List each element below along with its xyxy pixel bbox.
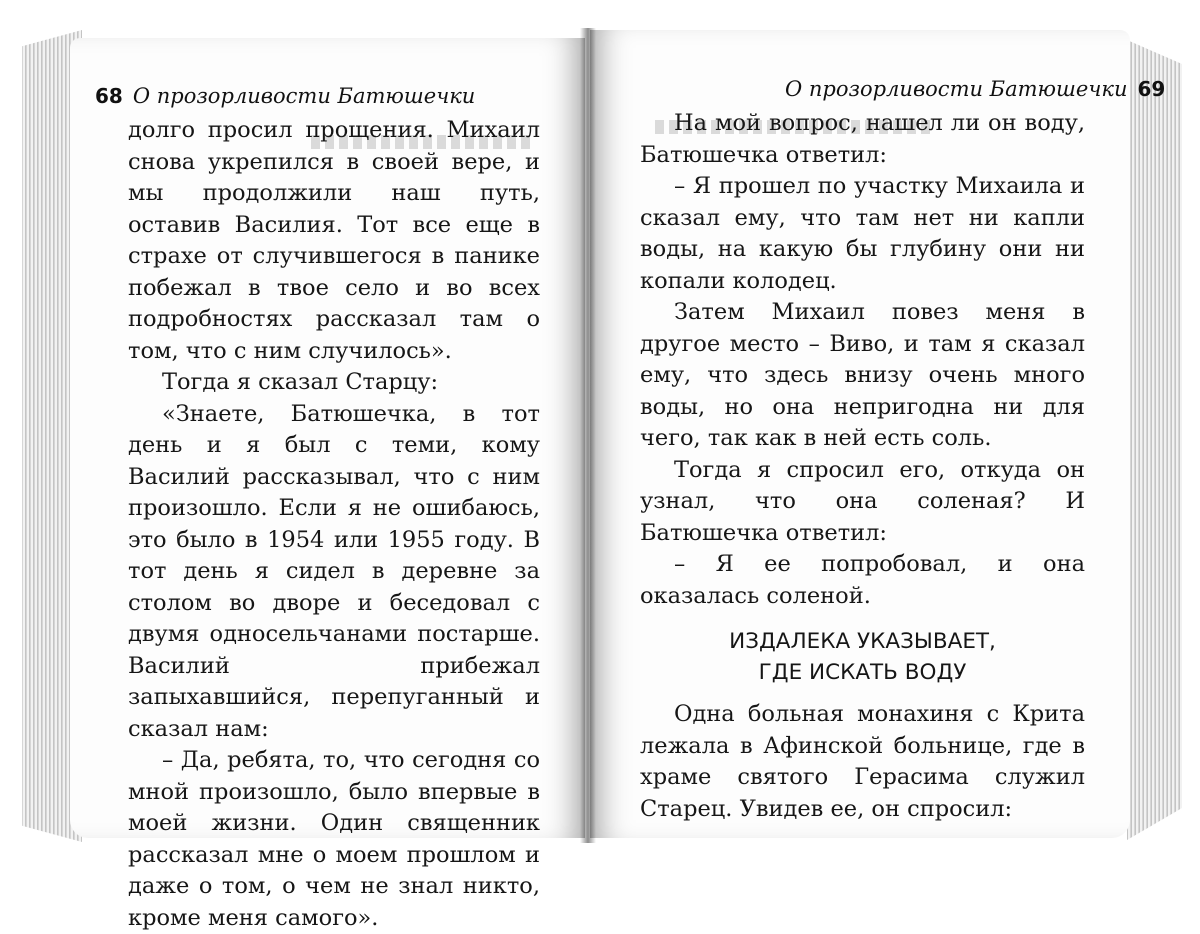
left-running-header <box>95 84 475 108</box>
paragraph: Тогда я сказал Старцу: <box>162 369 439 395</box>
paragraph: – Да, ребята, то, что сегодня со мной произошло, было впервые в моей жизни. Один священник рассказал мне о моем прошлом и даже о том, о чем не знал никто, кроме меня самого». <box>128 747 540 931</box>
paragraph: – Я прошел по участку Михаила и сказал ему, что там нет ни капли воды, на какую бы глубину они ни копали колодец. <box>640 173 1085 294</box>
section-heading <box>640 626 1085 688</box>
left-page-number: 68 <box>95 84 123 108</box>
paragraph: «Знаете, Батюшечка, в тот день и я был с теми, кому Василий рассказывал, что с ним произошло. Если я не ошибаюсь, это было в 1954 или 1955 году. В тот день я сидел в деревне за столом во дворе и беседовал с двумя односельчанами постарше. Василий прибежал запыхавшийся, перепуганный и сказал нам: <box>128 400 540 742</box>
paragraph: Затем Михаил повез меня в другое место – Виво, и там я сказал ему, что здесь внизу очень много воды, но она непригодна ни для чего, так как в ней есть соль. <box>640 299 1085 451</box>
paragraph: Одна больная монахиня с Крита лежала в Афинской больнице, где в храме святого Герасима служил Старец. Увидев ее, он спросил: <box>640 701 1085 822</box>
right-running-header <box>785 77 1165 101</box>
left-page-body <box>128 115 540 934</box>
paragraph: долго просил прощения. Михаил снова укрепился в своей вере, и мы продолжили наш путь, оставив Василия. Тот все еще в страхе от случившегося в панике побежал в твое село и во всех подробностях рассказал там о том, что с ним случилось». <box>128 117 540 364</box>
right-page-body <box>640 108 1085 825</box>
paragraph: Тогда я спросил его, откуда он узнал, что она соленая? И Батюшечка ответил: <box>640 456 1085 546</box>
paragraph: На мой вопрос, нашел ли он воду, Батюшечка ответил: <box>640 110 1085 168</box>
left-running-title: О прозорливости Батюшечки <box>132 84 476 108</box>
paragraph: – Я ее попробовал, и она оказалась соленой. <box>640 551 1085 609</box>
right-running-title: О прозорливости Батюшечки <box>785 77 1128 101</box>
right-page-number: 69 <box>1137 77 1166 101</box>
section-heading-line: ИЗДАЛЕКА УКАЗЫВАЕТ, <box>729 629 996 654</box>
section-heading-line: ГДЕ ИСКАТЬ ВОДУ <box>758 660 967 685</box>
right-page-edges <box>1127 40 1182 840</box>
book-gutter <box>580 28 596 843</box>
